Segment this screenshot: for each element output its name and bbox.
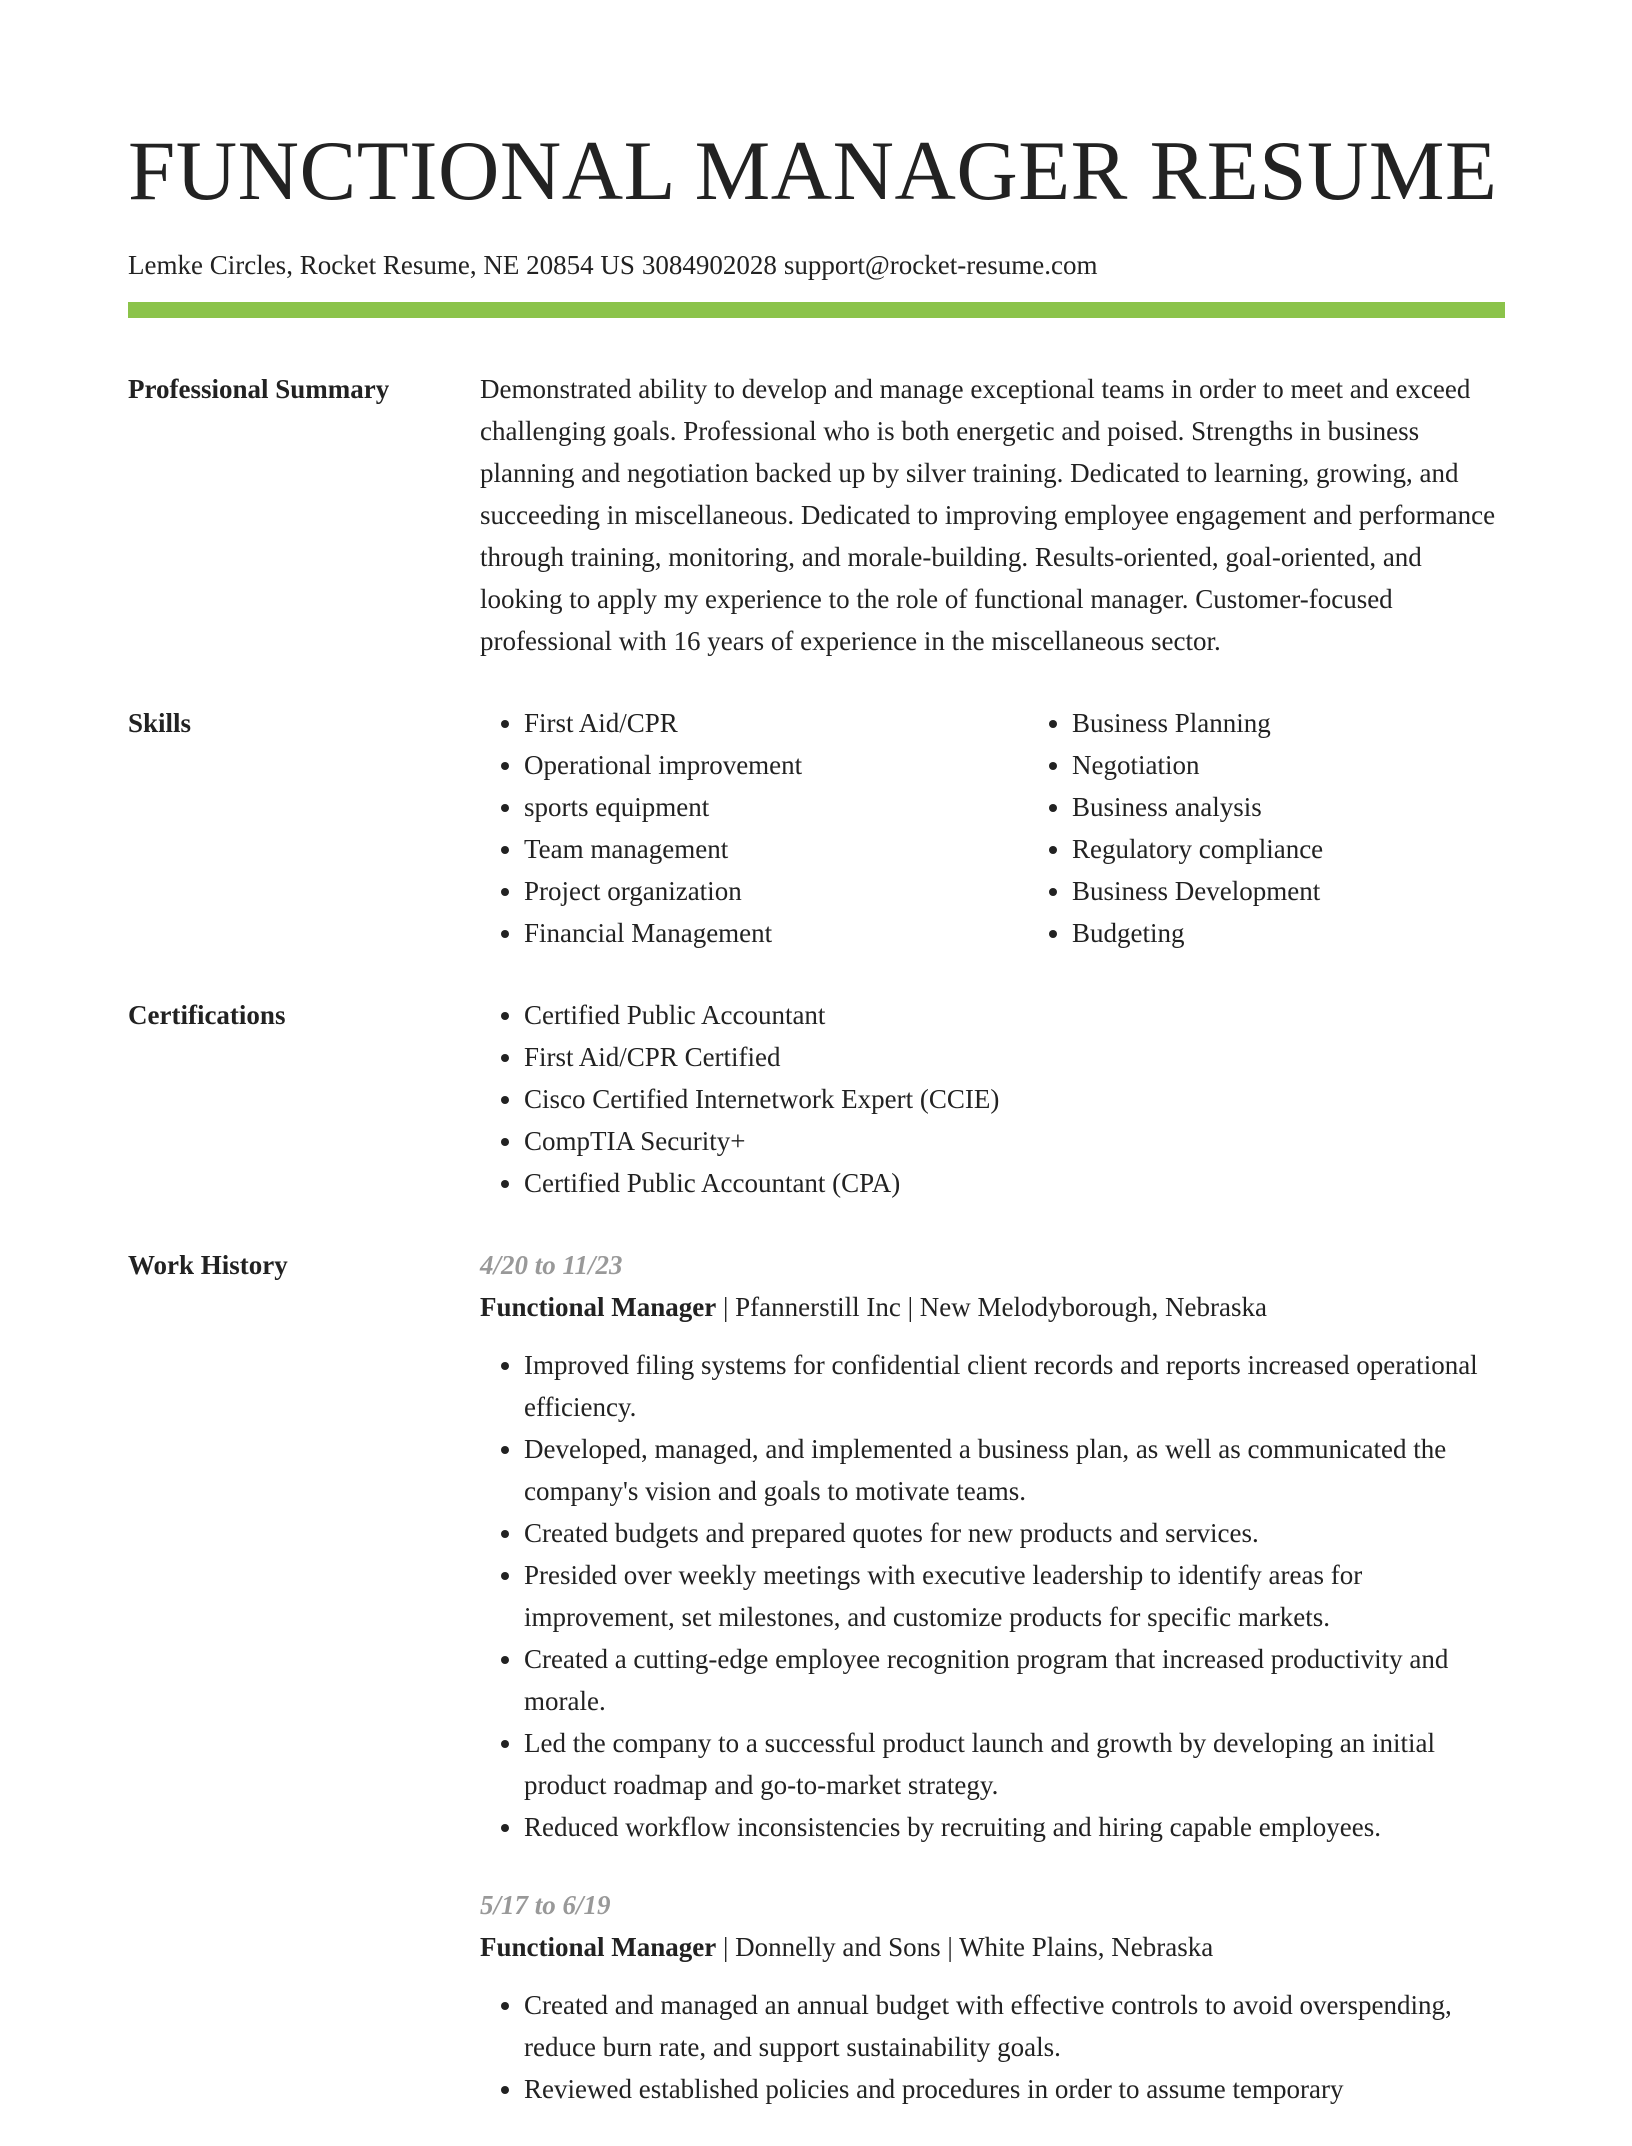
job-bullet: • Created a cutting-edge employee recognition program that increased productivity and morale. (524, 1638, 1505, 1722)
summary-text: Demonstrated ability to develop and manage exceptional teams in order to meet and exceed challenging goals. Professional who is both energetic and poised. Strengths in business planning and negotiation backed up by silver training. Dedicated to learning, growing, and succeeding in miscellaneous. Dedicated to improving employee engagement and performance through training, monitoring, and morale-building. Results-oriented, goal-oriented, and looking to apply my experience to the role of functional manager. Customer-focused professional with 16 years of experience in the miscellaneous sector. (480, 374, 1496, 656)
skill-item: • sports equipment (524, 786, 1028, 828)
skill-item: • First Aid/CPR (524, 702, 1028, 744)
job-bullet: • Led the company to a successful product launch and growth by developing an initial product roadmap and go-to-market strategy. (524, 1722, 1505, 1806)
job-bullet: • Reduced workflow inconsistencies by recruiting and hiring capable employees. (524, 1806, 1505, 1848)
job-bullet: • Created and managed an annual budget with effective controls to avoid overspending, reduce burn rate, and support sustainability goals. (524, 1984, 1505, 2068)
job-entry (480, 1884, 1505, 2110)
skill-item: • Team management (524, 828, 1028, 870)
work-history-section (128, 1244, 1505, 2146)
certifications-heading: Certifications (128, 1000, 286, 1030)
skills-heading: Skills (128, 708, 192, 738)
job-bullet: • Created budgets and prepared quotes for new products and services. (524, 1512, 1505, 1554)
skill-item: • Financial Management (524, 912, 1028, 954)
skill-item: • Business Development (1072, 870, 1576, 912)
job-bullet: • Developed, managed, and implemented a business plan, as well as communicated the company's vision and goals to motivate teams. (524, 1428, 1505, 1512)
certification-item: • CompTIA Security+ (524, 1120, 1505, 1162)
certification-item: • Certified Public Accountant (CPA) (524, 1162, 1505, 1204)
certification-item: • First Aid/CPR Certified (524, 1036, 1505, 1078)
skill-item: • Operational improvement (524, 744, 1028, 786)
certification-item: • Certified Public Accountant (524, 994, 1505, 1036)
resume-page (128, 0, 1505, 2146)
certifications-list (480, 994, 1505, 1204)
skill-item: • Business analysis (1072, 786, 1576, 828)
job-title: Functional Manager (480, 1932, 717, 1962)
job-entry (480, 1244, 1505, 1848)
job-bullet: • Reviewed established policies and procedures in order to assume temporary (524, 2068, 1505, 2110)
job-title: Functional Manager (480, 1292, 717, 1322)
job-details: | Pfannerstill Inc | New Melodyborough, Nebraska (716, 1292, 1267, 1322)
skill-item: • Project organization (524, 870, 1028, 912)
job-details: | Donnelly and Sons | White Plains, Nebraska (716, 1932, 1214, 1962)
summary-section (128, 368, 1505, 662)
job-bullets (480, 1344, 1505, 1848)
skills-list-left (480, 702, 1028, 954)
skill-item: • Regulatory compliance (1072, 828, 1576, 870)
contact-line (128, 248, 1505, 282)
skill-item: • Budgeting (1072, 912, 1576, 954)
contact-phone: 3084902028 (641, 250, 777, 280)
job-bullet: • Presided over weekly meetings with executive leadership to identify areas for improvement, set milestones, and customize products for specific markets. (524, 1554, 1505, 1638)
resume-title: FUNCTIONAL MANAGER RESUME (128, 124, 1498, 218)
accent-divider (128, 302, 1505, 318)
job-bullets (480, 1984, 1505, 2110)
work-history-heading: Work History (128, 1250, 288, 1280)
certifications-section (128, 994, 1505, 1204)
skill-item: • Business Planning (1072, 702, 1576, 744)
skills-section (128, 702, 1505, 954)
contact-address: Lemke Circles, Rocket Resume, NE 20854 US (128, 250, 635, 280)
job-bullet: • Improved filing systems for confidential client records and reports increased operational efficiency. (524, 1344, 1505, 1428)
summary-heading: Professional Summary (128, 374, 390, 404)
skill-item: • Negotiation (1072, 744, 1576, 786)
contact-email: support@rocket-resume.com (783, 250, 1098, 280)
job-heading (480, 1926, 1505, 1968)
certification-item: • Cisco Certified Internetwork Expert (CCIE) (524, 1078, 1505, 1120)
job-dates: 5/17 to 6/19 (480, 1890, 611, 1920)
job-dates: 4/20 to 11/23 (480, 1250, 623, 1280)
skills-list-right (1028, 702, 1576, 954)
job-heading (480, 1286, 1505, 1328)
